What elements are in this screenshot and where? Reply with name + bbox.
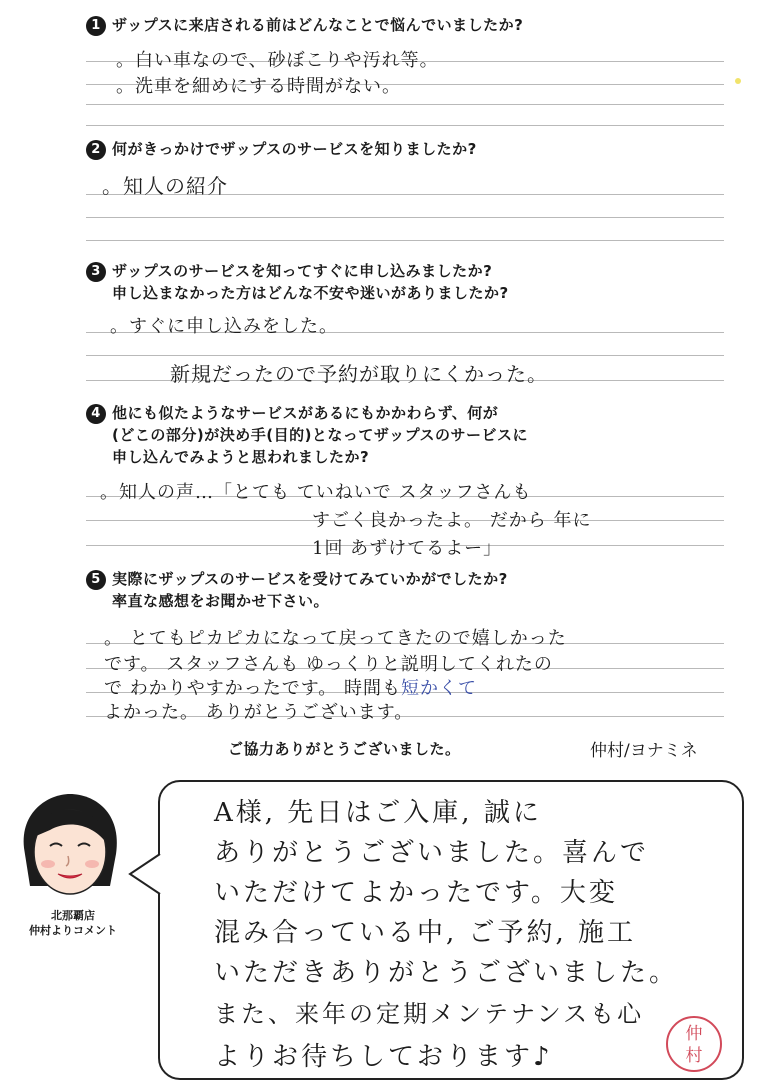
answer-line: よかった。 ありがとうございます。 — [104, 702, 414, 723]
question-text: 申し込まなかった方はどんな不安や迷いがありましたか? — [112, 284, 509, 302]
shop-name: 北那覇店 — [51, 909, 95, 922]
ruled-line — [86, 217, 724, 218]
question-number: 3 — [86, 262, 106, 282]
closing-message: ご協力ありがとうございました。 — [228, 740, 461, 758]
shop-label — [20, 908, 126, 938]
stamp-bottom: 村 — [685, 1046, 703, 1066]
ink-speck — [735, 78, 741, 84]
stamp-top: 仲 — [685, 1024, 703, 1044]
question-2 — [86, 138, 477, 160]
ruled-line — [86, 104, 724, 105]
answer-line: 新規だったので予約が取りにくかった。 — [170, 362, 548, 386]
question-5 — [86, 568, 508, 612]
reply-line: 混み合っている中, ご予約, 施工 — [214, 918, 637, 948]
question-text: 申し込んでみようと思われましたか? — [112, 448, 370, 466]
answer-line: すごく良かったよ。 だから 年に — [312, 510, 592, 531]
answer-line: 。すぐに申し込みをした。 — [110, 316, 338, 337]
staff-avatar — [10, 790, 130, 905]
question-text: ザップスに来店される前はどんなことで悩んでいましたか? — [112, 16, 524, 34]
question-text: 何がきっかけでザップスのサービスを知りましたか? — [112, 140, 477, 158]
question-number: 2 — [86, 140, 106, 160]
question-3 — [86, 260, 509, 304]
question-1 — [86, 14, 523, 36]
question-text: 率直な感想をお聞かせ下さい。 — [112, 592, 330, 610]
question-text: ザップスのサービスを知ってすぐに申し込みましたか? — [112, 262, 493, 280]
reply-line: ありがとうございました。喜んで — [214, 838, 650, 868]
answer-line — [104, 674, 477, 700]
answer-text-blue: 短かくて — [401, 678, 478, 699]
answer-line: 。知人の声…「とても ていねいで スタッフさんも — [100, 482, 532, 503]
signature: 仲村/ヨナミネ — [590, 741, 698, 761]
answer-line: 。知人の紹介 — [102, 174, 228, 198]
answer-line: 1回 あずけてるよー」 — [312, 538, 503, 559]
ruled-line — [86, 240, 724, 241]
comment-label: 仲村よりコメント — [29, 924, 117, 937]
question-4 — [86, 402, 528, 468]
answer-text: で わかりやすかったです。 時間も — [104, 678, 402, 699]
reply-line: A様, 先日はご入庫, 誠に — [214, 798, 542, 828]
reply-line: よりお待ちしております♪ — [214, 1042, 553, 1072]
name-seal-stamp — [666, 1016, 722, 1072]
question-text: 他にも似たようなサービスがあるにもかかわらず、何が — [112, 404, 499, 422]
reply-line: いただきありがとうございました。 — [214, 958, 679, 988]
question-text: 実際にザップスのサービスを受けてみていかがでしたか? — [112, 570, 508, 588]
bubble-tail — [128, 852, 162, 896]
question-text: (どこの部分)が決め手(目的)となってザップスのサービスに — [112, 426, 529, 444]
answer-line: 。 とてもピカピカになって戻ってきたので嬉しかった — [104, 628, 567, 649]
question-number: 1 — [86, 16, 106, 36]
question-number: 4 — [86, 404, 106, 424]
answer-line: です。 スタッフさんも ゆっくりと説明してくれたの — [104, 654, 553, 675]
ruled-line — [86, 125, 724, 126]
reply-line: また、来年の定期メンテナンスも心 — [214, 1000, 645, 1028]
answer-line: 。洗車を細めにする時間がない。 — [116, 76, 401, 97]
reply-line: いただけてよかったです。大変 — [214, 878, 618, 908]
ruled-line — [86, 355, 724, 356]
answer-line: 。白い車なので、砂ぼこりや汚れ等。 — [116, 50, 439, 71]
question-number: 5 — [86, 570, 106, 590]
